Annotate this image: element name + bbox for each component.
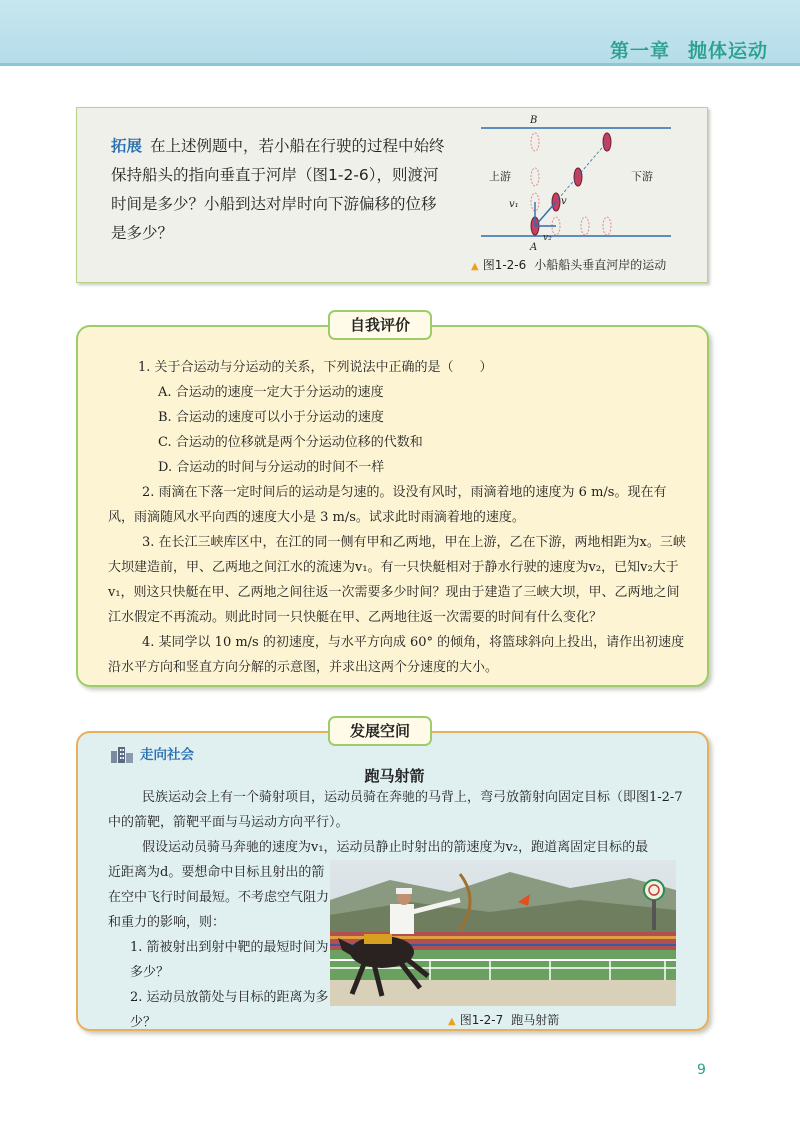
figure-caption-text: 小船船头垂直河岸的运动 xyxy=(534,258,667,272)
extension-text-block xyxy=(111,132,451,248)
subsection-label: 走向社会 xyxy=(140,747,194,763)
horseback-archery-photo xyxy=(330,860,676,1006)
boat-diagram xyxy=(481,114,671,254)
paragraph-2: 假设运动员骑马奔驰的速度为v₁，运动员静止时射出的箭速度为v₂，跑道离固定目标的最 xyxy=(142,840,649,855)
downstream-label: 下游 xyxy=(631,170,653,183)
upstream-label: 上游 xyxy=(489,170,511,183)
option-b: B. 合运动的速度可以小于分运动的速度 xyxy=(158,410,384,425)
dev-question-1: 1. 箭被射出到射中靶的最短时间为多少？ xyxy=(130,940,329,980)
triangle-icon: ▲ xyxy=(471,261,479,272)
development-text xyxy=(108,785,683,860)
building-icon xyxy=(110,747,134,763)
option-a: A. 合运动的速度一定大于分运动的速度 xyxy=(158,385,384,400)
triangle-icon: ▲ xyxy=(448,1016,456,1027)
extension-box xyxy=(76,107,708,283)
option-d: D. 合运动的时间与分运动的时间不一样 xyxy=(158,460,385,475)
chapter-number: 第一章 xyxy=(609,40,670,62)
paragraph-1: 民族运动会上有一个骑射项目，运动员骑在奔驰的马背上，弯弓放箭射向固定目标（即图1-2-7中的箭靶，箭靶平面与马运动方向平行）。 xyxy=(108,790,683,830)
option-c: C. 合运动的位移就是两个分运动位移的代数和 xyxy=(158,435,423,450)
assessment-box xyxy=(76,325,709,687)
figure-caption-1-2-7 xyxy=(448,1011,559,1028)
v2-label: v₂ xyxy=(543,233,552,243)
chapter-title xyxy=(610,36,768,63)
development-box xyxy=(76,731,709,1031)
paragraph-3: 近距离为d。要想命中目标且射出的箭在空中飞行时间最短。不考虑空气阻力和重力的影响，则： xyxy=(108,865,330,930)
figure-number: 图1-2-6 xyxy=(482,258,527,272)
v1-label: v₁ xyxy=(509,199,519,210)
assessment-tab: 自我评价 xyxy=(328,310,432,340)
figure-number: 图1-2-7 xyxy=(459,1013,504,1027)
v-label: v xyxy=(561,196,567,207)
extension-label: 拓展 xyxy=(111,137,143,155)
question-4: 4. 某同学以 10 m/s 的初速度，与水平方向成 60° 的倾角，将篮球斜向上投出，请作出初速度沿水平方向和竖直方向分解的示意图，并求出这两个分速度的大小。 xyxy=(108,635,685,675)
development-text-narrow xyxy=(108,860,330,1035)
label-b: B xyxy=(530,115,538,126)
page-number: 9 xyxy=(697,1062,706,1078)
chapter-name: 抛体运动 xyxy=(687,40,768,62)
question-1: 1. 关于合运动与分运动的关系，下列说法中正确的是（ ） xyxy=(138,360,493,375)
development-tab: 发展空间 xyxy=(328,716,432,746)
section-title: 跑马射箭 xyxy=(364,767,425,785)
extension-text: 在上述例题中，若小船在行驶的过程中始终保持船头的指向垂直于河岸（图1-2-6），则渡河时间是多少？小船到达对岸时向下游偏移的位移是多少？ xyxy=(111,137,445,242)
question-3: 3. 在长江三峡库区中，在江的同一侧有甲和乙两地，甲在上游，乙在下游，两地相距为x。三峡大坝建造前，甲、乙两地之间江水的流速为v₁。有一只快艇相对于静水行驶的速度为v₂，已知v₂大于v₁，则这只快艇在甲、乙两地之间往返一次需要多少时间？现由于建造了三峡大坝，甲、乙两地之间江水假定不再流动。则此时同一只快艇在甲、乙两地往返一次需要的时间有什么变化？ xyxy=(108,535,686,625)
figure-caption-text: 跑马射箭 xyxy=(511,1013,560,1027)
assessment-body xyxy=(108,355,688,680)
label-a: A xyxy=(530,242,538,253)
subsection-header xyxy=(110,743,194,763)
dev-question-2: 2. 运动员放箭处与目标的距离为多少？ xyxy=(130,990,329,1030)
question-2: 2. 雨滴在下落一定时间后的运动是匀速的。设没有风时，雨滴着地的速度为 6 m/s。现在有风，雨滴随风水平向西的速度大小是 3 m/s。试求此时雨滴着地的速度。 xyxy=(108,485,667,525)
figure-caption-1-2-6 xyxy=(471,256,666,273)
